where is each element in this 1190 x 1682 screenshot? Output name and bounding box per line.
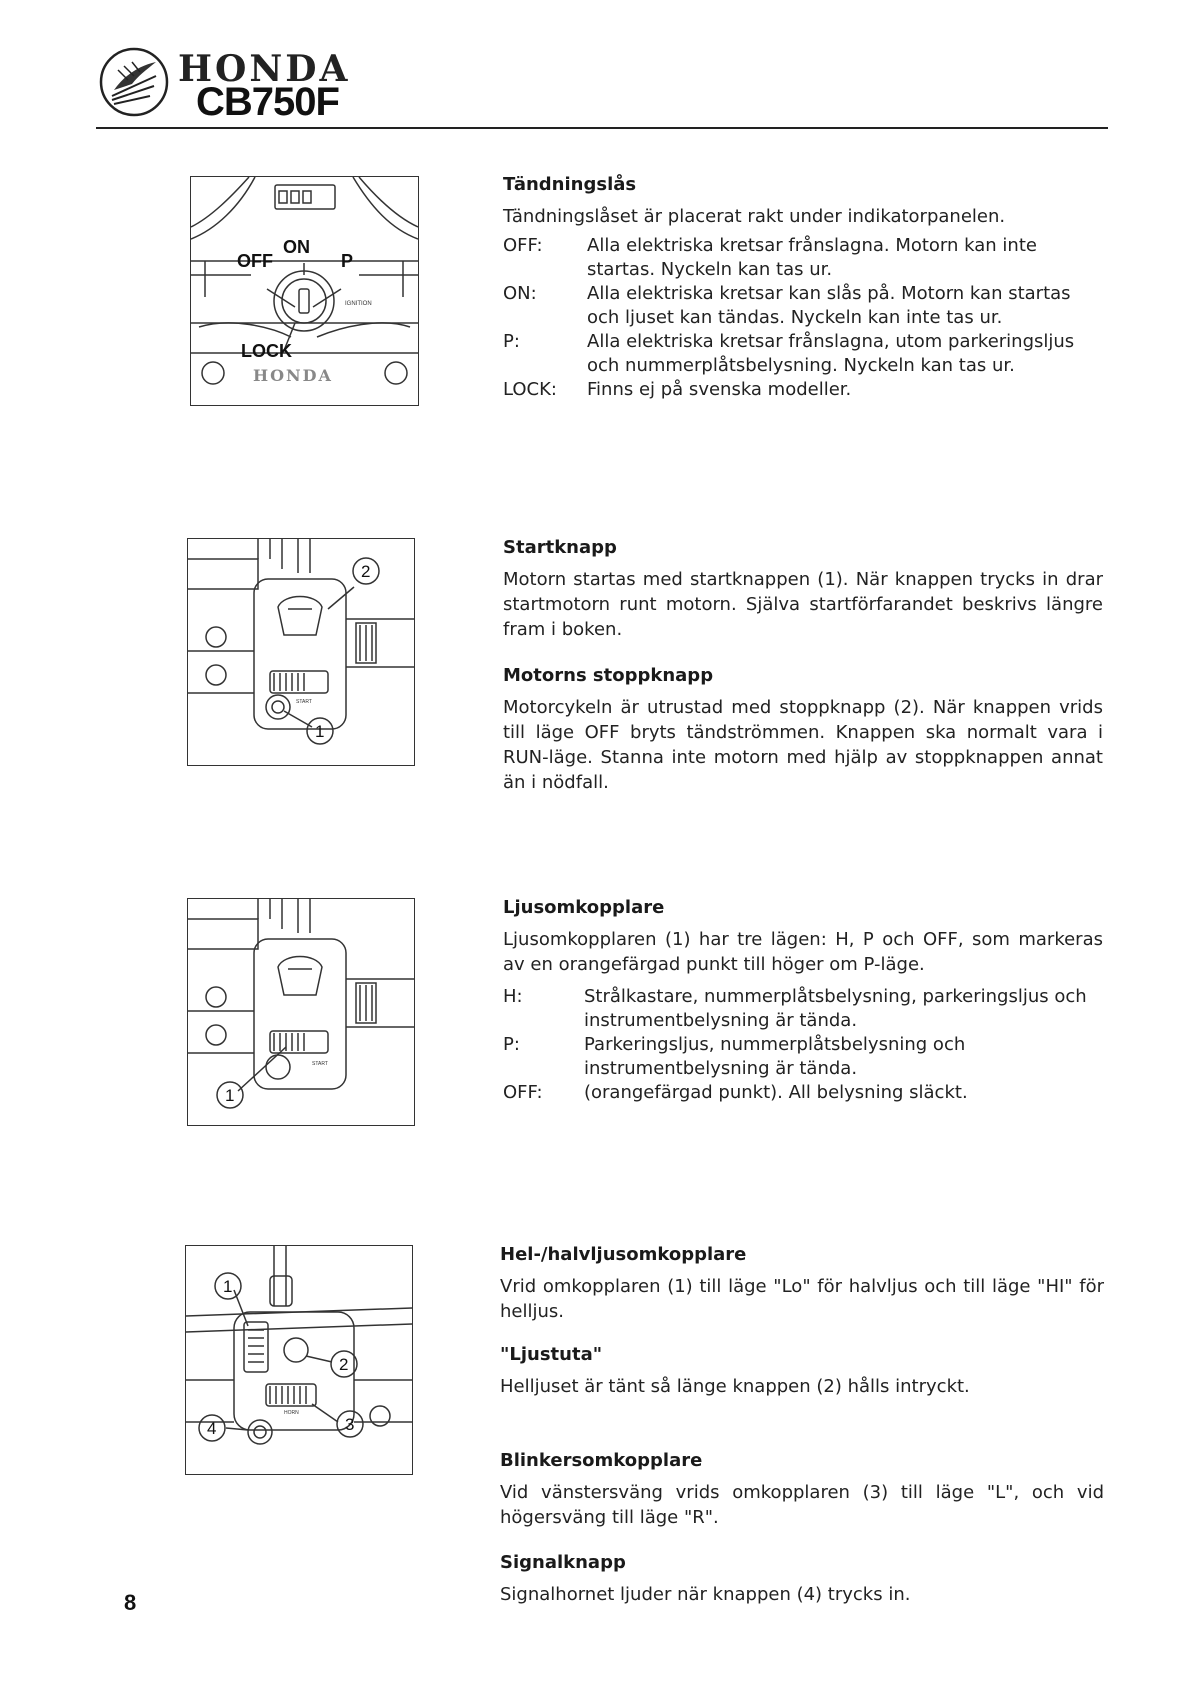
- p-label: P: [341, 251, 354, 271]
- page-number: 8: [124, 1590, 137, 1615]
- callout-1: 1: [223, 1277, 233, 1296]
- horn-text: HORN: [284, 1410, 299, 1416]
- callout-1: 1: [315, 722, 325, 741]
- start-switch-figure: [187, 538, 415, 766]
- ignition-item-off: [503, 234, 1103, 282]
- ignition-desc: Finns ej på svenska modeller.: [587, 379, 852, 400]
- light-heading: Ljusomkopplare: [503, 897, 665, 918]
- ignition-term: LOCK:: [503, 379, 557, 400]
- callout-1: 1: [225, 1086, 235, 1105]
- light-list: [503, 985, 1103, 1105]
- turn-heading: Blinkersomkopplare: [500, 1450, 703, 1471]
- callout-2: 2: [361, 562, 371, 581]
- ignition-term: P:: [503, 331, 520, 352]
- light-intro: Ljusomkopplaren (1) har tre lägen: H, P och OFF, som markeras av en orangefärgad punkt till höger om P-läge.: [503, 929, 1103, 975]
- light-desc: (orangefärgad punkt). All belysning släckt.: [584, 1082, 968, 1103]
- light-item-p: [503, 1033, 1103, 1081]
- turn-text-block: Vid vänstersväng vrids omkopplaren (3) till läge "L", och vid högersväng till läge "R".: [500, 1482, 1104, 1528]
- light-term: H:: [503, 986, 523, 1007]
- flash-text-block: Helljuset är tänt så länge knappen (2) hålls intryckt.: [500, 1376, 970, 1397]
- ignition-text: IGNITION: [345, 301, 372, 307]
- horn-text-block: Signalhornet ljuder när knappen (4) trycks in.: [500, 1584, 911, 1605]
- light-desc: Parkeringsljus, nummerplåtsbelysning och instrumentbelysning är tända.: [584, 1034, 966, 1079]
- callout-3: 3: [345, 1415, 355, 1434]
- stop-text-block: Motorcykeln är utrustad med stoppknapp (2). När knappen vrids till läge OFF bryts tändströmmen. Knappen ska normalt vara i RUN-läge. Stanna inte motorn med hjälp av stoppknappen annat än i nödfall.: [503, 697, 1103, 793]
- left-switch-figure: [185, 1245, 413, 1475]
- ignition-desc: Alla elektriska kretsar kan slås på. Motorn kan startas och ljuset kan tändas. Nyckeln kan inte tas ur.: [587, 283, 1071, 328]
- dimmer-text-block: Vrid omkopplaren (1) till läge "Lo" för halvljus och till läge "HI" för helljus.: [500, 1276, 1104, 1322]
- callout-2: 2: [339, 1355, 349, 1374]
- start-text-block: Motorn startas med startknappen (1). När knappen trycks in drar startmotorn runt motorn. Själva startförfarandet beskrivs längre fram i boken.: [503, 569, 1103, 640]
- ignition-intro: Tändningslåset är placerat rakt under indikatorpanelen.: [503, 206, 1006, 227]
- flash-heading: "Ljustuta": [500, 1344, 603, 1365]
- light-term: OFF:: [503, 1082, 543, 1103]
- cover-brand: HONDA: [253, 366, 333, 385]
- ignition-heading: Tändningslås: [503, 174, 637, 195]
- dimmer-heading: Hel-/halvljusomkopplare: [500, 1244, 747, 1265]
- stop-heading: Motorns stoppknapp: [503, 665, 714, 686]
- ignition-term: ON:: [503, 283, 537, 304]
- ignition-item-p: [503, 330, 1103, 378]
- ignition-item-lock: [503, 378, 1103, 402]
- horn-heading: Signalknapp: [500, 1552, 626, 1573]
- ignition-switch-figure: [190, 176, 419, 406]
- light-desc: Strålkastare, nummerplåtsbelysning, parkeringsljus och instrumentbelysning är tända.: [584, 986, 1087, 1031]
- honda-wing-logo: [98, 46, 170, 118]
- off-label: OFF: [237, 251, 273, 271]
- ignition-desc: Alla elektriska kretsar frånslagna. Motorn kan inte startas. Nyckeln kan tas ur.: [587, 235, 1037, 280]
- header-rule: [96, 127, 1108, 129]
- brand-name: HONDA: [178, 48, 351, 90]
- start-heading: Startknapp: [503, 537, 617, 558]
- ignition-item-on: [503, 282, 1103, 330]
- light-item-h: [503, 985, 1103, 1033]
- ignition-list: [503, 234, 1103, 402]
- ignition-term: OFF:: [503, 235, 543, 256]
- model-name: CB750F: [196, 80, 339, 124]
- light-item-off: [503, 1081, 1103, 1105]
- light-term: P:: [503, 1034, 520, 1055]
- on-label: ON: [283, 237, 310, 257]
- lock-label: LOCK: [241, 341, 292, 361]
- start-text: START: [312, 1061, 328, 1067]
- light-switch-figure: [187, 898, 415, 1126]
- callout-4: 4: [207, 1419, 217, 1438]
- ignition-desc: Alla elektriska kretsar frånslagna, utom parkeringsljus och nummerplåtsbelysning. Nyckeln kan tas ur.: [587, 331, 1075, 376]
- start-text: START: [296, 699, 312, 705]
